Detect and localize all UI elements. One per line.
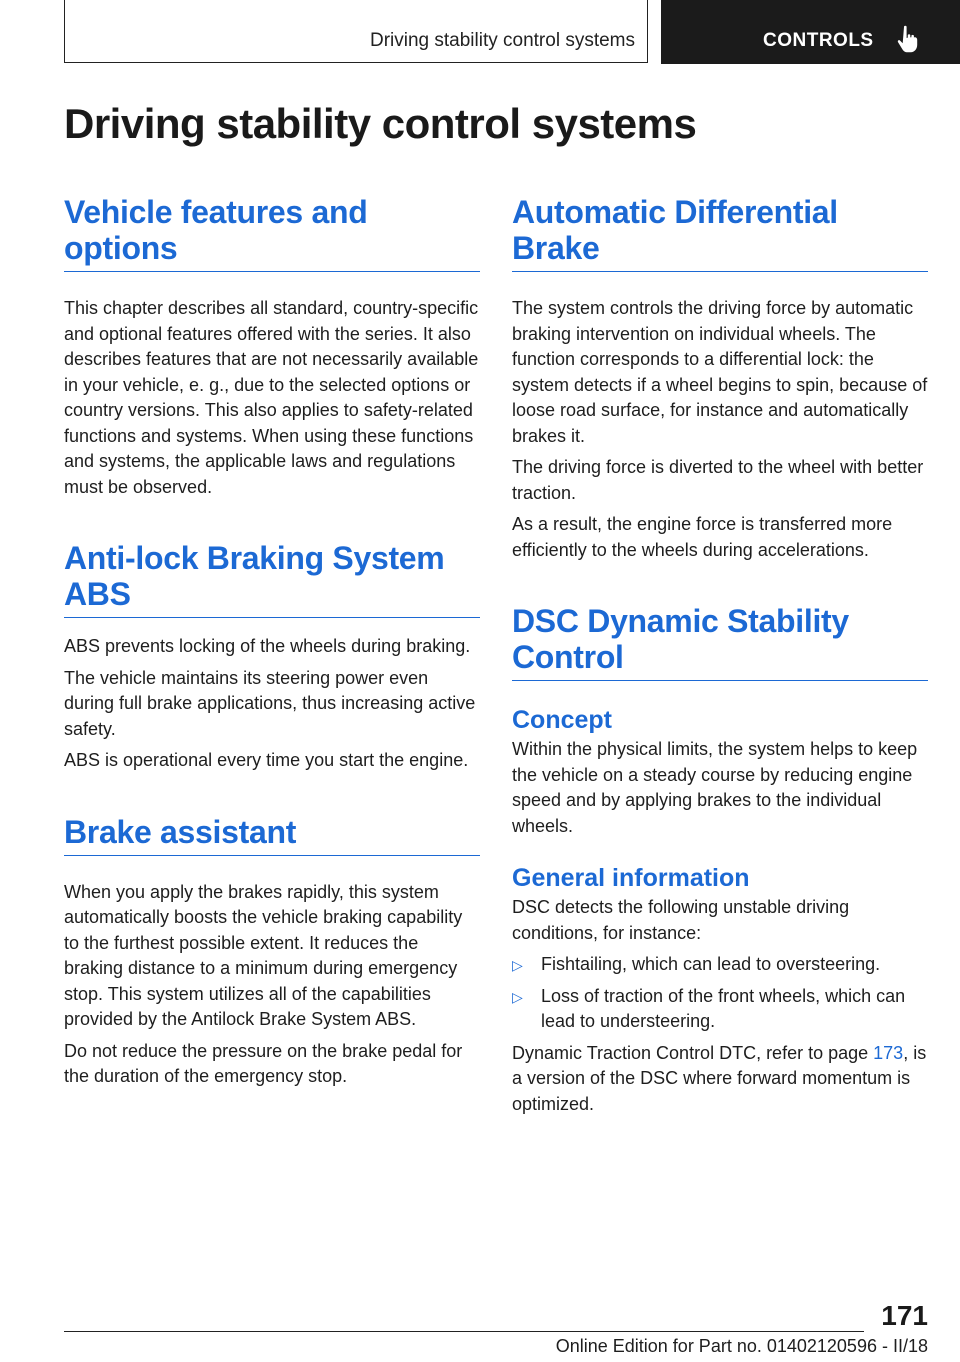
reference-text: Dynamic Traction Control DTC, refer to page <box>512 1042 874 1063</box>
paragraph: The system controls the driving force by automatic braking intervention on individual wheels. The function corresponds to a differential lock: the system detects if a wheel begins to spin, because of loose road surface, for instance and automatically brakes it. <box>512 298 928 446</box>
paragraph: ABS is operational every time you start the engine. <box>64 750 469 770</box>
list-item <box>512 984 928 1035</box>
pointing-hand-icon <box>895 25 921 55</box>
triangle-bullet-icon: ▷ <box>512 988 523 1005</box>
paragraph-dtc-reference <box>512 1041 928 1118</box>
section-heading: Anti-lock Braking System ABS <box>64 540 480 618</box>
section-automatic-differential-brake <box>512 194 928 563</box>
page-title: Driving stability control systems <box>64 100 697 147</box>
paragraph: DSC detects the following unstable driving conditions, for instance: <box>512 897 850 943</box>
header-section-title: Driving stability control systems <box>369 30 635 51</box>
paragraph: Within the physical limits, the system helps to keep the vehicle on a steady course by reducing engine speed and by applying brakes to the individual wheels. <box>512 739 918 836</box>
section-vehicle-features <box>64 194 480 500</box>
subsection-heading-concept: Concept <box>512 706 612 734</box>
page-link[interactable]: 173 <box>873 1042 904 1063</box>
section-heading: Brake assistant <box>64 814 480 856</box>
paragraph: When you apply the brakes rapidly, this system automatically boosts the vehicle braking capability to the furthest possible extent. It reduces the braking distance to a minimum during emergency stop. This system utilizes all of the capabilities provided by the Antilock Brake System ABS. <box>64 881 463 1029</box>
header-section-box <box>64 0 648 63</box>
section-abs <box>64 540 480 774</box>
paragraph: The vehicle maintains its steering power even during full brake applications, thus increasing active safety. <box>64 667 476 739</box>
paragraph: This chapter describes all standard, country-specific and optional features offered with the series. It also describes features that are not necessarily available in your vehicle, e. g., due to the selected options or country versions. This also applies to safety-related functions and systems. When using these functions and systems, the applicable laws and regulations must be observed. <box>64 298 479 497</box>
footer-divider <box>64 1331 864 1332</box>
section-dsc <box>512 603 928 1117</box>
list-item-text: Loss of traction of the front wheels, which can lead to understeering. <box>541 985 906 1031</box>
list-item-text: Fishtailing, which can lead to oversteering. <box>541 954 881 974</box>
header-chapter-label: CONTROLS <box>763 30 874 51</box>
paragraph: ABS prevents locking of the wheels during braking. <box>64 636 471 656</box>
triangle-bullet-icon: ▷ <box>512 957 523 973</box>
left-column <box>64 194 480 1090</box>
paragraph: As a result, the engine force is transferred more efficiently to the wheels during accelerations. <box>512 514 893 560</box>
footer-edition: Online Edition for Part no. 01402120596 - II/18 <box>555 1336 928 1356</box>
page-number: 171 <box>881 1300 928 1331</box>
section-brake-assistant <box>64 814 480 1090</box>
subsection-heading-general: General information <box>512 864 750 892</box>
right-column <box>512 194 928 1117</box>
reference-text: , is a version of the DSC where forward momentum is optimized. <box>512 1042 927 1114</box>
paragraph: Do not reduce the pressure on the brake pedal for the duration of the emergency stop. <box>64 1040 463 1086</box>
header-chapter-tab[interactable] <box>661 0 960 64</box>
list-item <box>512 952 928 978</box>
paragraph: The driving force is diverted to the wheel with better traction. <box>512 457 924 503</box>
bullet-list <box>512 952 928 1035</box>
section-heading: Automatic Differential Brake <box>512 194 928 272</box>
section-heading: Vehicle features and options <box>64 194 480 272</box>
section-heading: DSC Dynamic Stability Control <box>512 603 928 681</box>
